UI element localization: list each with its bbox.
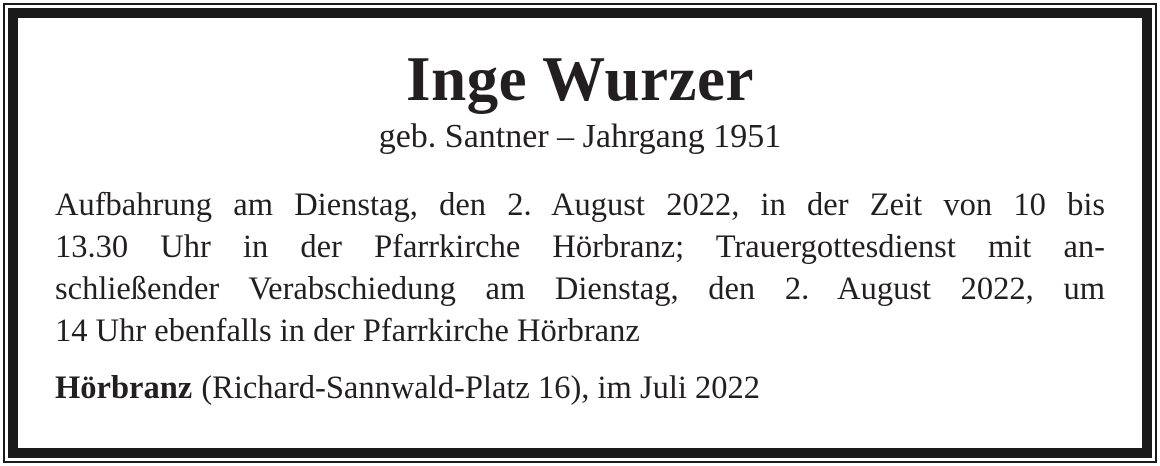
body-line-4: 14 Uhr ebenfalls in der Pfarrkirche Hörbranz — [55, 312, 640, 349]
place-name: Hörbranz — [55, 369, 193, 406]
outer-border-frame — [3, 3, 1157, 463]
body-line-3: schließender Verabschiedung am Dienstag, den 2. August 2022, um — [55, 270, 1105, 307]
deceased-name-title: Inge Wurzer — [406, 44, 754, 114]
address-and-date: (Richard-Sannwald-Platz 16), im Juli 2022 — [201, 369, 761, 406]
birth-name-and-year-subtitle: geb. Santner – Jahrgang 1951 — [378, 118, 782, 156]
body-line-1: Aufbahrung am Dienstag, den 2. August 2022, in der Zeit von 10 bis — [55, 186, 1105, 223]
funeral-details-paragraph — [55, 184, 1105, 352]
inner-border-frame — [8, 8, 1152, 458]
place-and-date-line — [55, 367, 1105, 409]
body-line-2: 13.30 Uhr in der Pfarrkirche Hörbranz; Trauergottesdienst mit an- — [55, 228, 1105, 265]
notice-content — [18, 18, 1142, 448]
